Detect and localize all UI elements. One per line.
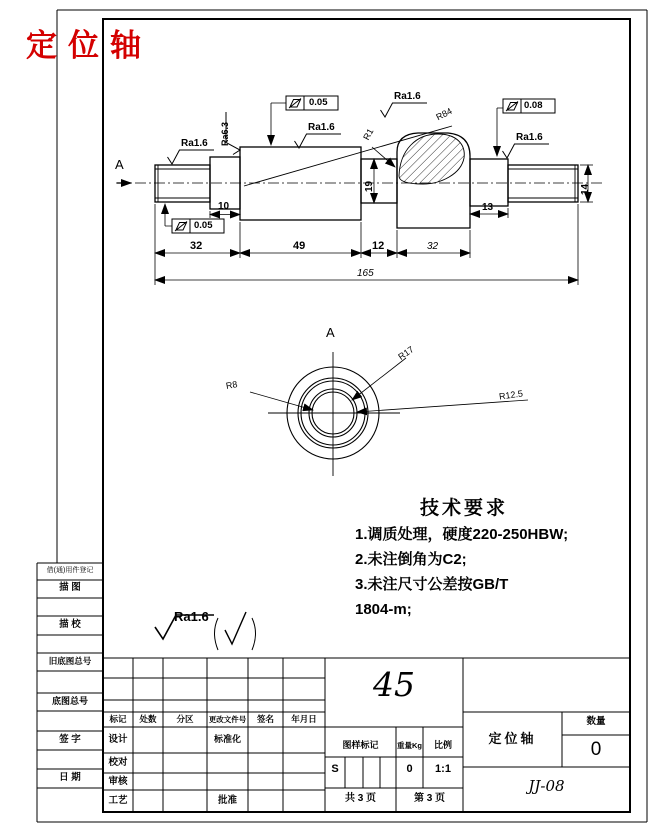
tb-header-doc-no: 更改文件号 xyxy=(208,715,247,724)
roughness-label: Ra1.6 xyxy=(181,138,208,149)
tb-header-stamp: 图样标记 xyxy=(342,740,379,750)
tb-role-design: 设计 xyxy=(108,734,128,745)
drawing-title: 定位轴 xyxy=(26,28,152,63)
section-arrow-label: A xyxy=(115,157,124,172)
margin-field-trace: 描 图 xyxy=(59,582,81,593)
dimension-lines xyxy=(155,159,593,285)
roughness-label: Ra1.6 xyxy=(516,132,543,143)
dim-seg1: 32 xyxy=(190,240,203,252)
roughness-check-icon xyxy=(295,134,342,148)
radius-label: R84 xyxy=(434,105,454,123)
general-roughness-label: Ra1.6 xyxy=(174,609,209,624)
tb-role-approve: 批准 xyxy=(217,795,237,806)
dim-seg4: 32 xyxy=(427,241,439,252)
margin-field-trace-check: 描 校 xyxy=(59,619,81,630)
tb-header-date: 年月日 xyxy=(291,714,317,724)
dim-collar: 13 xyxy=(482,202,494,213)
margin-field-old-master-no: 旧底图总号 xyxy=(48,656,92,666)
radius-label: R8 xyxy=(225,379,239,391)
radius-label: R17 xyxy=(396,344,416,362)
tech-req-title: 技术要求 xyxy=(420,498,509,519)
tb-qty-value: 0 xyxy=(590,739,602,760)
tb-header-weight: 重量Kg xyxy=(397,741,422,750)
tb-part-name: 定位轴 xyxy=(488,731,537,746)
tb-header-scale: 比例 xyxy=(433,740,452,750)
tech-req-line: 3.未注尺寸公差按GB/T xyxy=(355,576,509,593)
tb-stamp-value: S xyxy=(331,763,339,775)
r1-leader xyxy=(372,147,395,167)
tb-scale-value: 1:1 xyxy=(435,763,451,775)
roughness-label: Ra1.6 xyxy=(308,122,335,133)
roughness-check-icon xyxy=(225,612,246,644)
roughness-check-icon xyxy=(381,103,428,117)
geo-tolerance-symbol-icon xyxy=(506,102,518,112)
tech-req-line: 2.未注倒角为C2; xyxy=(355,551,467,568)
geo-tolerance-symbol-icon xyxy=(289,99,301,109)
dim-seg2: 49 xyxy=(293,240,306,252)
dim-overall: 165 xyxy=(357,268,374,279)
tb-role-standardization: 标准化 xyxy=(213,734,241,744)
roughness-label: Ra1.6 xyxy=(394,91,421,102)
radius-label: R1 xyxy=(361,126,376,142)
margin-field-signature: 签 字 xyxy=(59,734,81,745)
tb-drawing-no: JJ-08 xyxy=(528,777,565,795)
paren-close-icon xyxy=(252,618,256,650)
tolerance-value: 0.05 xyxy=(194,220,213,231)
tech-req-line: 1804-m; xyxy=(355,601,412,618)
cam-hatch-region xyxy=(399,134,464,184)
tech-req-line: 1.调质处理，硬度220-250HBW; xyxy=(355,526,569,543)
dim-seg3: 12 xyxy=(372,240,385,252)
tb-weight-value: 0 xyxy=(406,763,413,775)
roughness-check-icon xyxy=(503,144,550,158)
geo-tolerance-symbol-icon xyxy=(175,222,187,232)
margin-field-borrow: 借(通)用件登记 xyxy=(46,567,94,574)
paren-open-icon xyxy=(215,618,219,650)
tb-role-process: 工艺 xyxy=(108,795,128,806)
tolerance-frames xyxy=(165,96,555,233)
margin-column-grid xyxy=(37,563,103,788)
tb-pages-total: 共 3 页 xyxy=(344,793,377,804)
tolerance-value: 0.05 xyxy=(309,97,328,108)
dim-thread-dia: 14 xyxy=(580,183,591,195)
tb-header-sign: 签名 xyxy=(256,714,274,724)
tolerance-value: 0.08 xyxy=(524,100,543,111)
dim-step: 10 xyxy=(218,201,230,212)
tb-header-count: 处数 xyxy=(139,714,157,724)
margin-field-date: 日 期 xyxy=(59,772,81,783)
tb-page-no: 第 3 页 xyxy=(413,793,446,804)
margin-field-master-no: 底图总号 xyxy=(51,696,88,706)
radius-label: R12.5 xyxy=(498,388,524,402)
roughness-check-icon xyxy=(168,150,215,164)
tb-header-qty: 数量 xyxy=(586,716,606,727)
tb-header-mark: 标记 xyxy=(109,714,127,724)
tb-header-zone: 分区 xyxy=(176,714,194,724)
tb-material: 45 xyxy=(373,665,415,704)
section-view-label: A xyxy=(326,325,335,340)
tb-role-check: 校对 xyxy=(108,757,128,768)
section-view xyxy=(250,352,528,476)
dim-neck-dia: 19 xyxy=(364,180,375,192)
roughness-label-vertical: Ra6.3 xyxy=(220,121,230,146)
tb-role-audit: 审核 xyxy=(108,776,128,787)
